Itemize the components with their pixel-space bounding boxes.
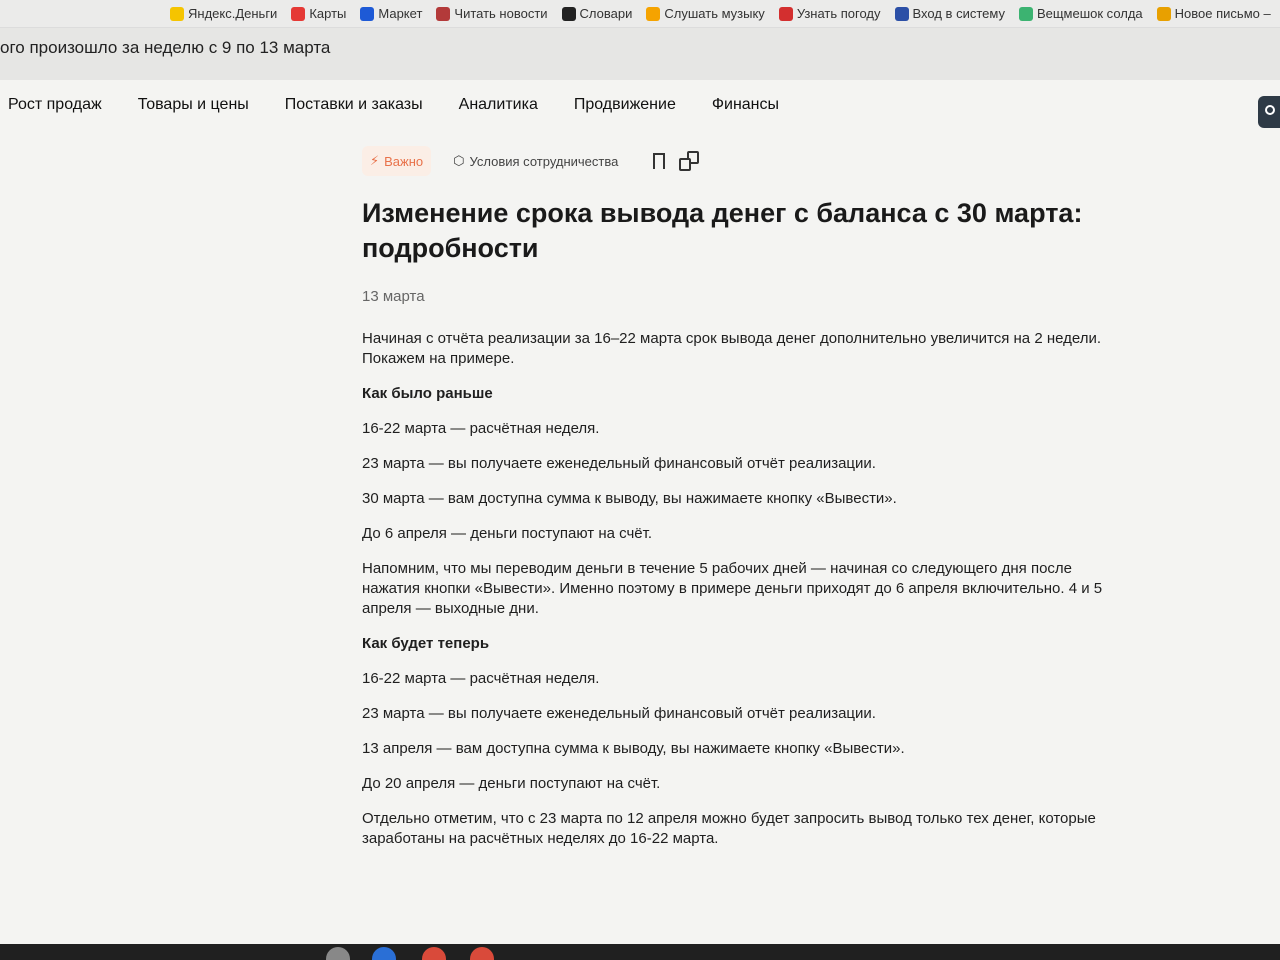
article-paragraph: Начиная с отчёта реализации за 16–22 марта срок вывода денег дополнительно увеличится на 2 недели. Покажем на примере. xyxy=(362,330,1102,367)
notice-text: ого произошло за неделю с 9 по 13 марта xyxy=(0,38,331,57)
bookmark-item[interactable] xyxy=(360,6,422,21)
bookmark-label: Новое письмо – xyxy=(1174,6,1271,21)
handshake-icon: ⬡ xyxy=(453,153,465,168)
nav-item-finance[interactable]: Финансы xyxy=(711,96,780,113)
bookmark-label: Узнать погоду xyxy=(796,6,881,21)
article-paragraph: Отдельно отметим, что с 23 марта по 12 апреля можно будет запросить вывод только тех денег, которые заработаны на расчётных неделях до 16-22 марта. xyxy=(362,810,1096,847)
bookmark-favicon-icon xyxy=(170,7,184,21)
article-date: 13 марта xyxy=(362,288,425,305)
taskbar xyxy=(0,944,1280,960)
bookmark-favicon-icon xyxy=(1019,7,1033,21)
article xyxy=(362,144,1132,864)
section-heading: Как будет теперь xyxy=(362,635,490,652)
bookmark-label: Вещмешок солда xyxy=(1036,6,1143,21)
bookmark-favicon-icon xyxy=(1157,7,1171,21)
article-tags xyxy=(362,144,1132,178)
search-icon xyxy=(1265,105,1275,115)
bookmark-button[interactable] xyxy=(648,150,670,172)
bookmark-item[interactable] xyxy=(646,6,764,21)
nav-item-sales-growth[interactable]: Рост продаж xyxy=(8,96,102,113)
bookmark-favicon-icon xyxy=(646,7,660,21)
bookmark-favicon-icon xyxy=(779,7,793,21)
article-paragraph: До 20 апреля — деньги поступают на счёт. xyxy=(362,775,661,792)
article-paragraph: 16-22 марта — расчётная неделя. xyxy=(362,670,600,687)
notice-banner xyxy=(0,28,1280,80)
nav-item-products-prices[interactable]: Товары и цены xyxy=(137,96,249,113)
bookmark-label: Словари xyxy=(579,6,633,21)
bookmark-label: Карты xyxy=(309,6,347,21)
tag-terms[interactable] xyxy=(445,146,626,176)
lightning-icon: ⚡ xyxy=(370,153,380,168)
bookmark-favicon-icon xyxy=(436,7,450,21)
bookmark-label: Вход в систему xyxy=(912,6,1005,21)
bookmark-favicon-icon xyxy=(562,7,576,21)
bookmark-item[interactable] xyxy=(1157,6,1271,21)
top-navigation xyxy=(0,82,1280,128)
bookmark-label: Маркет xyxy=(378,6,423,21)
tag-important-label: Важно xyxy=(384,153,424,169)
bookmark-icon xyxy=(653,153,665,169)
search-button[interactable] xyxy=(1258,96,1280,128)
bookmark-item[interactable] xyxy=(779,6,881,21)
nav-item-analytics[interactable]: Аналитика xyxy=(458,96,538,113)
article-paragraph: До 6 апреля — деньги поступают на счёт. xyxy=(362,525,653,542)
bookmark-item[interactable] xyxy=(895,6,1005,21)
article-paragraph: 23 марта — вы получаете еженедельный финансовый отчёт реализации. xyxy=(362,705,876,722)
bookmark-favicon-icon xyxy=(291,7,305,21)
article-body xyxy=(362,329,1132,849)
section-heading: Как было раньше xyxy=(362,385,493,402)
copy-icon xyxy=(679,151,699,171)
bookmark-item[interactable] xyxy=(170,6,277,21)
tag-terms-label: Условия сотрудничества xyxy=(469,153,619,169)
bookmark-item[interactable] xyxy=(1019,6,1143,21)
nav-item-supplies-orders[interactable]: Поставки и заказы xyxy=(284,96,423,113)
article-title: Изменение срока вывода денег с баланса с 30 марта: подробности xyxy=(362,198,1083,263)
bookmark-label: Яндекс.Деньги xyxy=(188,6,278,21)
nav-item-promotion[interactable]: Продвижение xyxy=(573,96,676,113)
article-paragraph: 16-22 марта — расчётная неделя. xyxy=(362,420,600,437)
bookmark-item[interactable] xyxy=(562,6,633,21)
article-paragraph: 30 марта — вам доступна сумма к выводу, вы нажимаете кнопку «Вывести». xyxy=(362,490,897,507)
article-paragraph: 23 марта — вы получаете еженедельный финансовый отчёт реализации. xyxy=(362,455,876,472)
tag-important[interactable] xyxy=(362,146,431,176)
bookmark-favicon-icon xyxy=(360,7,374,21)
bookmark-item[interactable] xyxy=(291,6,346,21)
bookmark-item[interactable] xyxy=(436,6,547,21)
copy-link-button[interactable] xyxy=(678,150,700,172)
article-paragraph: 13 апреля — вам доступна сумма к выводу, вы нажимаете кнопку «Вывести». xyxy=(362,740,905,757)
bookmark-label: Слушать музыку xyxy=(664,6,765,21)
bookmark-label: Читать новости xyxy=(454,6,548,21)
bookmark-favicon-icon xyxy=(895,7,909,21)
bookmarks-bar xyxy=(0,0,1280,28)
article-paragraph: Напомним, что мы переводим деньги в течение 5 рабочих дней — начиная со следующего дня после нажатия кнопки «Вывести». Именно поэтому в примере деньги приходят до 6 апреля включительно. 4 и 5 апреля — выходные дни. xyxy=(362,560,1103,617)
